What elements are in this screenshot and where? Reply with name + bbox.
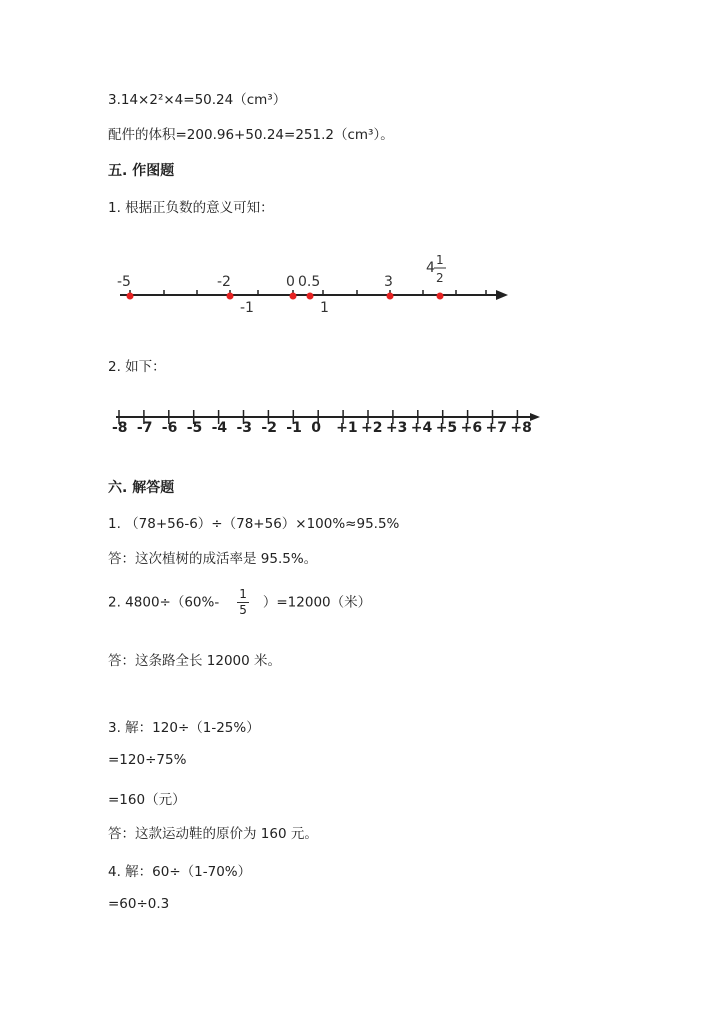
point-4-half: [437, 293, 444, 300]
tick-label-6: -2: [261, 420, 277, 436]
tick-label-12: +4: [410, 420, 433, 436]
section-6-heading: 六. 解答题: [108, 480, 175, 496]
tick-label-5: -3: [236, 420, 253, 436]
answer-1-calc: 1. （78+56-6）÷（78+56）×100%≈95.5%: [108, 516, 400, 532]
label-3: 3: [384, 274, 393, 290]
tick-label-10: +2: [361, 420, 383, 436]
answer-3-result: 答：这款运动鞋的原价为 160 元。: [108, 826, 318, 842]
label-neg1: -1: [240, 300, 254, 316]
answer-3-step3: =160（元）: [108, 792, 186, 808]
section-5-heading: 五. 作图题: [108, 163, 175, 179]
volume-calc-line: 3.14×2²×4=50.24（cm³）: [108, 92, 287, 108]
answer-4-step2: =60÷0.3: [108, 896, 170, 912]
answer-2-pre: 2. 4800÷（60%-: [108, 594, 220, 611]
number-line-1: [108, 240, 528, 320]
tick-label-4: -4: [211, 420, 228, 436]
tick-label-7: -1: [286, 420, 302, 436]
label-0: 0: [286, 274, 295, 290]
total-volume-line: 配件的体积=200.96+50.24=251.2（cm³）。: [108, 127, 394, 143]
answer-2-calc: [108, 588, 371, 617]
label-neg2: -2: [217, 274, 231, 290]
point-neg2: [227, 293, 234, 300]
answer-2-post: ）=12000（米）: [262, 594, 372, 611]
point-neg5: [127, 293, 134, 300]
tick-label-13: +5: [435, 420, 458, 436]
tick-label-1: -7: [136, 420, 153, 436]
answer-2-result: 答：这条路全长 12000 米。: [108, 653, 282, 669]
tick-label-16: +8: [510, 420, 532, 436]
q2-intro: 2. 如下：: [108, 359, 166, 375]
answer-3-step2: =120÷75%: [108, 752, 187, 768]
label-neg5: -5: [117, 274, 131, 290]
tick-label-11: +3: [385, 420, 408, 436]
label-0-5: 0.5: [298, 274, 321, 290]
q1-intro: 1. 根据正负数的意义可知：: [108, 200, 274, 216]
mixed-whole: 4: [426, 260, 435, 276]
label-1: 1: [320, 300, 329, 316]
fraction-one-fifth: $\frac{1}{5}$: [239, 587, 247, 617]
tick-label-9: +1: [336, 420, 358, 436]
mixed-num: 1: [436, 253, 444, 267]
point-0-5: [307, 293, 314, 300]
mixed-den: 2: [436, 271, 444, 285]
answer-3-step1: 3. 解：120÷（1-25%）: [108, 720, 260, 736]
tick-label-3: -5: [186, 420, 203, 436]
tick-label-8: 0: [311, 420, 321, 436]
answer-1-result: 答：这次植树的成活率是 95.5%。: [108, 551, 318, 567]
tick-label-0: -8: [112, 420, 128, 436]
number-line-2: [108, 398, 548, 438]
tick-label-2: -6: [161, 420, 178, 436]
tick-label-14: +6: [460, 420, 483, 436]
answer-4-step1: 4. 解：60÷（1-70%）: [108, 864, 252, 880]
point-3: [387, 293, 394, 300]
point-0: [290, 293, 297, 300]
tick-label-15: +7: [485, 420, 507, 436]
